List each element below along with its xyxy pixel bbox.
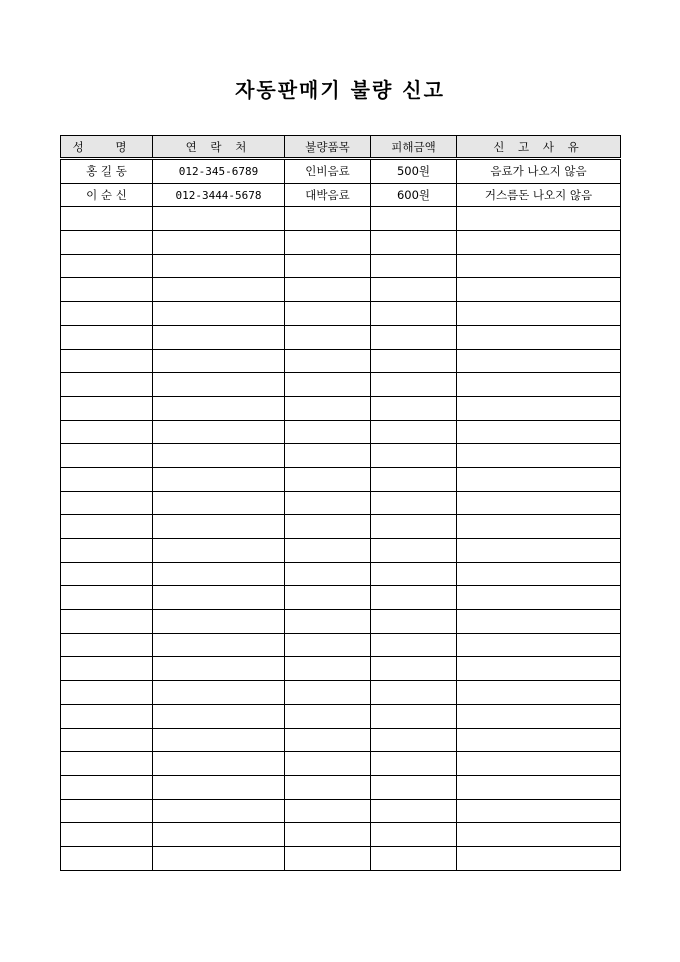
- empty-cell: [371, 752, 457, 776]
- empty-cell: [285, 752, 371, 776]
- empty-cell: [61, 539, 153, 563]
- cell-item: 인비음료: [285, 159, 371, 184]
- empty-cell: [371, 444, 457, 468]
- empty-cell: [371, 467, 457, 491]
- cell-reason: 음료가 나오지 않음: [457, 159, 621, 184]
- empty-cell: [153, 752, 285, 776]
- empty-cell: [153, 278, 285, 302]
- empty-cell: [457, 657, 621, 681]
- empty-cell: [457, 467, 621, 491]
- empty-cell: [61, 586, 153, 610]
- empty-cell: [61, 373, 153, 397]
- empty-cell: [285, 562, 371, 586]
- empty-table-row: [61, 467, 621, 491]
- empty-cell: [153, 254, 285, 278]
- empty-cell: [371, 539, 457, 563]
- empty-table-row: [61, 823, 621, 847]
- empty-cell: [61, 562, 153, 586]
- empty-cell: [61, 231, 153, 255]
- empty-table-row: [61, 775, 621, 799]
- empty-cell: [285, 775, 371, 799]
- empty-cell: [61, 515, 153, 539]
- empty-cell: [61, 491, 153, 515]
- empty-table-row: [61, 420, 621, 444]
- empty-cell: [153, 231, 285, 255]
- header-amount: 피해금액: [371, 136, 457, 159]
- empty-cell: [153, 728, 285, 752]
- empty-cell: [371, 681, 457, 705]
- empty-cell: [457, 444, 621, 468]
- empty-cell: [153, 373, 285, 397]
- empty-cell: [371, 633, 457, 657]
- empty-cell: [371, 302, 457, 326]
- empty-cell: [371, 491, 457, 515]
- empty-cell: [285, 799, 371, 823]
- empty-cell: [285, 278, 371, 302]
- empty-table-row: [61, 610, 621, 634]
- empty-cell: [371, 420, 457, 444]
- empty-cell: [371, 704, 457, 728]
- empty-cell: [285, 396, 371, 420]
- empty-cell: [285, 515, 371, 539]
- empty-cell: [285, 207, 371, 231]
- empty-cell: [457, 302, 621, 326]
- cell-item: 대박음료: [285, 183, 371, 207]
- empty-cell: [153, 302, 285, 326]
- empty-table-row: [61, 799, 621, 823]
- empty-cell: [371, 775, 457, 799]
- empty-cell: [153, 349, 285, 373]
- empty-cell: [61, 349, 153, 373]
- empty-cell: [457, 396, 621, 420]
- empty-cell: [61, 704, 153, 728]
- table-row: [61, 159, 621, 184]
- empty-cell: [371, 254, 457, 278]
- empty-cell: [61, 657, 153, 681]
- empty-cell: [285, 633, 371, 657]
- empty-cell: [457, 562, 621, 586]
- empty-cell: [285, 491, 371, 515]
- empty-cell: [457, 728, 621, 752]
- empty-table-row: [61, 586, 621, 610]
- empty-cell: [371, 278, 457, 302]
- cell-name: 홍 길 동: [61, 159, 153, 184]
- empty-cell: [153, 799, 285, 823]
- empty-cell: [285, 657, 371, 681]
- empty-cell: [457, 846, 621, 870]
- empty-cell: [153, 207, 285, 231]
- empty-cell: [285, 254, 371, 278]
- empty-cell: [61, 302, 153, 326]
- empty-table-row: [61, 515, 621, 539]
- empty-table-row: [61, 633, 621, 657]
- empty-cell: [61, 633, 153, 657]
- empty-cell: [371, 610, 457, 634]
- empty-cell: [457, 278, 621, 302]
- empty-cell: [457, 420, 621, 444]
- empty-cell: [153, 633, 285, 657]
- page-title: 자동판매기 불량 신고: [235, 78, 445, 102]
- empty-table-row: [61, 396, 621, 420]
- cell-contact: 012-345-6789: [153, 159, 285, 184]
- empty-cell: [153, 657, 285, 681]
- empty-cell: [371, 515, 457, 539]
- empty-cell: [61, 278, 153, 302]
- empty-cell: [457, 231, 621, 255]
- empty-cell: [285, 373, 371, 397]
- empty-cell: [285, 681, 371, 705]
- empty-cell: [371, 846, 457, 870]
- empty-cell: [153, 775, 285, 799]
- empty-cell: [285, 610, 371, 634]
- cell-amount: 600원: [371, 183, 457, 207]
- empty-cell: [153, 491, 285, 515]
- empty-cell: [61, 823, 153, 847]
- header-item: 불량품목: [285, 136, 371, 159]
- empty-cell: [285, 823, 371, 847]
- empty-table-row: [61, 373, 621, 397]
- empty-cell: [153, 467, 285, 491]
- empty-cell: [153, 420, 285, 444]
- empty-cell: [153, 586, 285, 610]
- empty-cell: [371, 349, 457, 373]
- report-table: [60, 135, 621, 871]
- empty-cell: [61, 799, 153, 823]
- empty-cell: [285, 302, 371, 326]
- empty-cell: [457, 586, 621, 610]
- empty-cell: [457, 752, 621, 776]
- empty-cell: [61, 254, 153, 278]
- empty-cell: [61, 444, 153, 468]
- empty-cell: [457, 704, 621, 728]
- empty-cell: [457, 373, 621, 397]
- cell-amount: 500원: [371, 159, 457, 184]
- empty-cell: [61, 325, 153, 349]
- header-name: 성 명: [61, 136, 153, 159]
- empty-cell: [153, 610, 285, 634]
- empty-table-row: [61, 752, 621, 776]
- table-row: [61, 183, 621, 207]
- empty-cell: [371, 325, 457, 349]
- empty-cell: [285, 704, 371, 728]
- empty-table-row: [61, 349, 621, 373]
- empty-cell: [285, 349, 371, 373]
- empty-cell: [61, 681, 153, 705]
- empty-cell: [285, 231, 371, 255]
- header-contact: 연 락 처: [153, 136, 285, 159]
- empty-cell: [285, 728, 371, 752]
- empty-table-row: [61, 207, 621, 231]
- empty-cell: [153, 562, 285, 586]
- empty-cell: [61, 396, 153, 420]
- empty-cell: [61, 846, 153, 870]
- empty-cell: [285, 539, 371, 563]
- empty-cell: [371, 231, 457, 255]
- empty-cell: [153, 325, 285, 349]
- header-reason: 신 고 사 유: [457, 136, 621, 159]
- empty-cell: [457, 325, 621, 349]
- table-header-row: [61, 136, 621, 159]
- empty-table-row: [61, 846, 621, 870]
- empty-cell: [153, 444, 285, 468]
- empty-table-row: [61, 704, 621, 728]
- empty-cell: [285, 420, 371, 444]
- empty-cell: [457, 633, 621, 657]
- empty-cell: [371, 396, 457, 420]
- empty-cell: [457, 491, 621, 515]
- empty-cell: [61, 207, 153, 231]
- empty-cell: [153, 846, 285, 870]
- empty-cell: [371, 562, 457, 586]
- empty-table-row: [61, 539, 621, 563]
- cell-reason: 거스름돈 나오지 않음: [457, 183, 621, 207]
- empty-cell: [371, 823, 457, 847]
- empty-cell: [61, 610, 153, 634]
- empty-cell: [371, 373, 457, 397]
- empty-table-row: [61, 657, 621, 681]
- empty-table-row: [61, 325, 621, 349]
- empty-cell: [371, 586, 457, 610]
- cell-contact: 012-3444-5678: [153, 183, 285, 207]
- empty-table-row: [61, 681, 621, 705]
- empty-cell: [153, 515, 285, 539]
- empty-cell: [61, 467, 153, 491]
- empty-cell: [153, 823, 285, 847]
- empty-cell: [457, 349, 621, 373]
- empty-cell: [61, 752, 153, 776]
- empty-cell: [285, 325, 371, 349]
- empty-table-row: [61, 254, 621, 278]
- empty-cell: [457, 681, 621, 705]
- empty-table-row: [61, 231, 621, 255]
- empty-table-row: [61, 278, 621, 302]
- empty-cell: [371, 799, 457, 823]
- empty-cell: [457, 610, 621, 634]
- empty-table-row: [61, 444, 621, 468]
- empty-cell: [61, 775, 153, 799]
- empty-cell: [457, 207, 621, 231]
- empty-cell: [61, 728, 153, 752]
- empty-table-row: [61, 562, 621, 586]
- empty-cell: [371, 657, 457, 681]
- empty-cell: [285, 846, 371, 870]
- empty-cell: [285, 586, 371, 610]
- empty-cell: [457, 799, 621, 823]
- empty-cell: [457, 823, 621, 847]
- empty-cell: [153, 704, 285, 728]
- empty-cell: [371, 207, 457, 231]
- empty-table-row: [61, 491, 621, 515]
- empty-table-row: [61, 302, 621, 326]
- empty-cell: [153, 396, 285, 420]
- empty-cell: [61, 420, 153, 444]
- empty-table-row: [61, 728, 621, 752]
- empty-cell: [457, 539, 621, 563]
- empty-cell: [457, 515, 621, 539]
- empty-cell: [371, 728, 457, 752]
- cell-name: 이 순 신: [61, 183, 153, 207]
- empty-cell: [153, 539, 285, 563]
- empty-cell: [285, 444, 371, 468]
- empty-cell: [285, 467, 371, 491]
- empty-cell: [457, 775, 621, 799]
- empty-cell: [457, 254, 621, 278]
- empty-cell: [153, 681, 285, 705]
